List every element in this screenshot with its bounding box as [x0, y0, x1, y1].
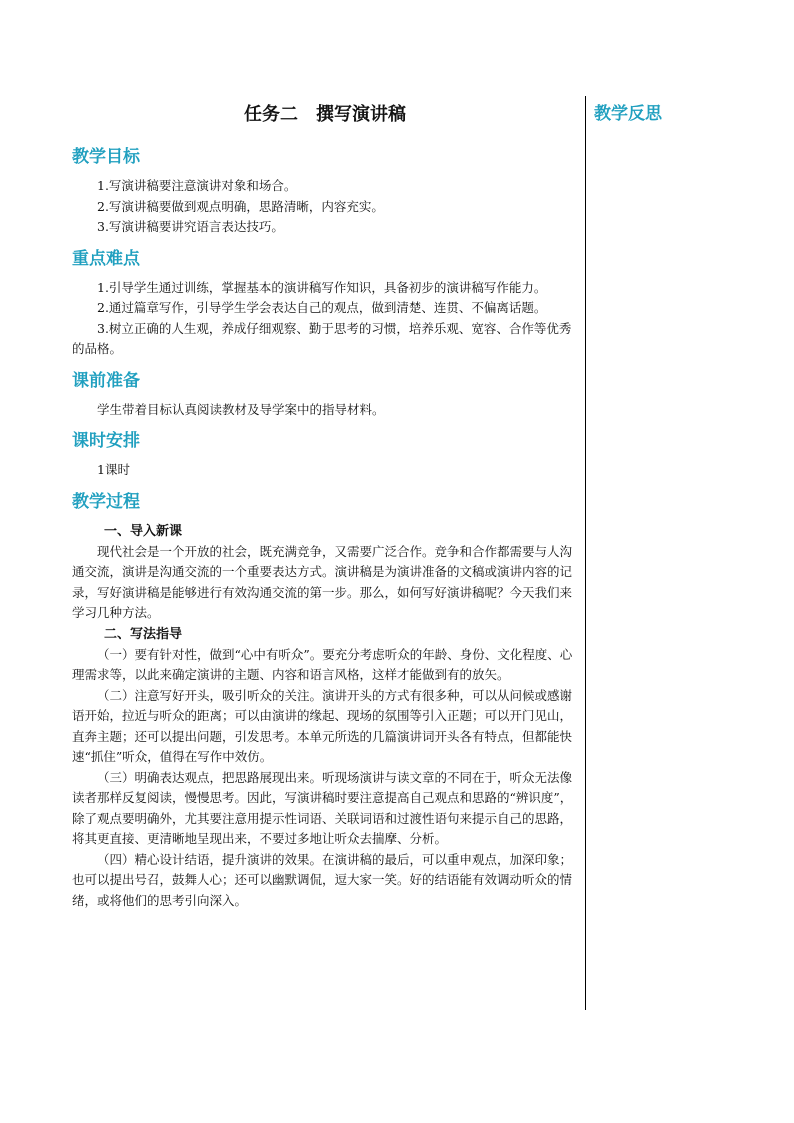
- objective-item: 1.写演讲稿要注意演讲对象和场合。: [97, 178, 297, 193]
- preparation-block: [72, 400, 578, 421]
- method-paragraph: （三）明确表达观点，把思路展现出来。听现场演讲与读文章的不同在于，听众无法像读者那样反复阅读，慢慢思考。因此，写演讲稿时要注意提高自己观点和思路的“辨识度”，除了观点要明确外，尤其要注意用提示性词语、关联词语和过渡性语句来提示自己的思路，将其更直接、更清晰地呈现出来，不要过多地让听众去揣摩、分析。: [72, 769, 573, 846]
- process-block: [72, 521, 578, 912]
- method-paragraph: （一）要有针对性，做到“心中有听众”。要充分考虑听众的年龄、身份、文化程度、心理需求等，以此来确定演讲的主题、内容和语言风格，这样才能做到有的放矢。: [72, 646, 573, 682]
- schedule-text: 1课时: [97, 462, 130, 477]
- objective-item: 3.写演讲稿要讲究语言表达技巧。: [97, 219, 284, 234]
- difficulties-list: [72, 278, 578, 360]
- preparation-text: 学生带着目标认真阅读教材及导学案中的指导材料。: [97, 401, 385, 417]
- process-heading: 教学过程: [72, 491, 140, 512]
- difficulty-item: 1.引导学生通过训练，掌握基本的演讲稿写作知识，具备初步的演讲稿写作能力。: [97, 279, 547, 295]
- method-subheading: 二、写法指导: [104, 626, 183, 642]
- schedule-block: [72, 460, 578, 481]
- schedule-heading: 课时安排: [72, 431, 140, 451]
- preparation-heading: 课前准备: [72, 370, 140, 391]
- intro-subheading: 一、导入新课: [104, 523, 183, 539]
- reflection-column: [594, 100, 764, 128]
- reflection-heading: 教学反思: [594, 104, 662, 124]
- objectives-heading: 教学目标: [72, 147, 140, 167]
- difficulties-heading: 重点难点: [72, 248, 140, 269]
- difficulty-item: 3.树立正确的人生观，养成仔细观察、勤于思考的习惯，培养乐观、宽容、合作等优秀的品格。: [72, 320, 572, 356]
- method-paragraph: （四）精心设计结语，提升演讲的效果。在演讲稿的最后，可以重申观点，加深印象；也可以提出号召，鼓舞人心；还可以幽默调侃，逗大家一笑。好的结语能有效调动听众的情绪，或将他们的思考引向深入。: [72, 851, 573, 908]
- column-divider: [585, 96, 586, 1010]
- difficulty-item: 2.通过篇章写作，引导学生学会表达自己的观点，做到清楚、连贯、不偏离话题。: [97, 300, 547, 315]
- method-paragraph: （二）注意写好开头，吸引听众的关注。演讲开头的方式有很多种，可以从问候或感谢语开始，拉近与听众的距离；可以由演讲的缘起、现场的氛围等引入正题；可以开门见山，直奔主题；还可以提出问题，引发思考。本单元所选的几篇演讲词开头各有特点，但都能快速“抓住”听众，值得在写作中效仿。: [72, 687, 573, 764]
- main-column: [72, 100, 578, 919]
- intro-paragraph: 现代社会是一个开放的社会，既充满竞争，又需要广泛合作。竞争和合作都需要与人沟通交流，演讲是沟通交流的一个重要表达方式。演讲稿是为演讲准备的文稿或演讲内容的记录，写好演讲稿是能够进行有效沟通交流的第一步。那么，如何写好演讲稿呢？今天我们来学习几种方法。: [72, 543, 573, 620]
- page-title: 任务二 撰写演讲稿: [244, 104, 406, 125]
- objectives-list: [72, 176, 578, 238]
- objective-item: 2.写演讲稿要做到观点明确，思路清晰，内容充实。: [97, 198, 384, 214]
